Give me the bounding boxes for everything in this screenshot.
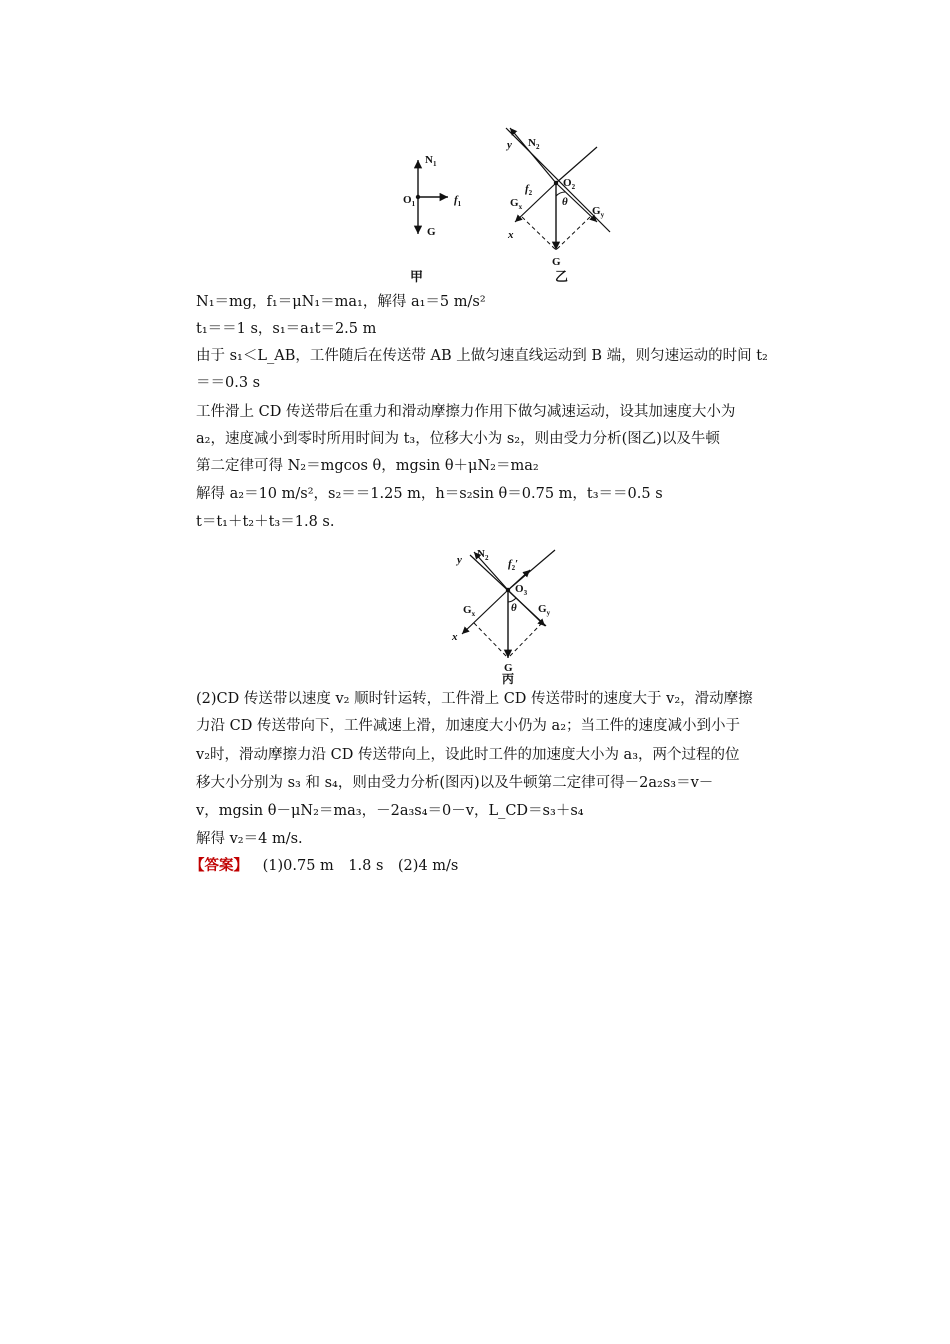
text-line-8: 解得 a₂＝10 m/s²，s₂＝＝1.25 m，h＝s₂sin θ＝0.75 m，t₃＝＝0.5 s	[196, 486, 663, 502]
label-f2-prime: $f_2'$	[508, 558, 519, 572]
text-line-2: t₁＝＝1 s，s₁＝a₁t＝2.5 m	[196, 321, 377, 337]
text-line-5: 工件滑上 CD 传送带后在重力和滑动摩擦力作用下做匀减速运动，设其加速度大小为	[196, 404, 736, 420]
label-f1: $f_1$	[454, 194, 462, 208]
label-g-jia: G	[427, 226, 436, 238]
label-o3: $O_3$	[515, 583, 528, 597]
label-theta-bing: θ	[511, 602, 517, 614]
text-line-7: 第二定律可得 N₂＝mgcos θ，mgsin θ＋μN₂＝ma₂	[196, 458, 539, 474]
label-f2: $f_2$	[525, 183, 533, 197]
label-n2: $N_2$	[528, 137, 540, 151]
force-diagram-jia-yi	[0, 0, 950, 300]
text-line-14: v，mgsin θ－μN₂＝ma₃，－2a₃s₄＝0－v，L_CD＝s₃＋s₄	[196, 803, 584, 819]
answer-tag: 【答案】	[190, 857, 248, 874]
label-o2: $O_2$	[563, 177, 576, 191]
label-theta: θ	[562, 196, 568, 208]
label-y: y	[507, 139, 512, 151]
text-line-4: ＝＝0.3 s	[196, 375, 261, 391]
text-line-6: a₂，速度减小到零时所用时间为 t₃，位移大小为 s₂，则由受力分析(图乙)以及牛顿	[196, 431, 720, 447]
text-line-10: (2)CD 传送带以速度 v₂ 顺时针运转，工件滑上 CD 传送带时的速度大于 v₂，滑动摩擦	[196, 691, 753, 707]
answer-text: (1)0.75 m 1.8 s (2)4 m/s	[262, 858, 459, 874]
label-gx-bing: $G_x$	[463, 604, 476, 618]
answer-line	[190, 856, 810, 876]
label-o1: $O_1$	[403, 194, 416, 208]
label-gy: $G_y$	[592, 205, 605, 219]
text-line-15: 解得 v₂＝4 m/s.	[196, 831, 303, 847]
text-line-1: N₁＝mg，f₁＝μN₁＝ma₁，解得 a₁＝5 m/s²	[196, 294, 486, 310]
label-g-bing: G	[504, 662, 513, 674]
label-n1: $N_1$	[425, 154, 437, 168]
caption-yi: 乙	[555, 269, 569, 284]
text-line-11: 力沿 CD 传送带向下，工件减速上滑，加速度大小仍为 a₂；当工件的速度减小到小于	[196, 718, 741, 734]
label-gy-bing: $G_y$	[538, 603, 551, 617]
label-x-bing: x	[452, 631, 458, 643]
label-n2-bing: $N_2$	[477, 548, 489, 562]
label-x: x	[508, 229, 514, 241]
caption-bing: 丙	[502, 672, 515, 686]
text-line-13: 移大小分别为 s₃ 和 s₄，则由受力分析(图丙)以及牛顿第二定律可得－2a₂s₃＝v－	[196, 775, 714, 791]
force-diagram-bing	[0, 540, 950, 690]
caption-jia: 甲	[410, 269, 424, 284]
label-g-yi: G	[552, 256, 561, 268]
text-line-9: t＝t₁＋t₂＋t₃＝1.8 s.	[196, 514, 335, 530]
text-line-3: 由于 s₁＜L_AB，工件随后在传送带 AB 上做匀速直线运动到 B 端，则匀速运动的时间 t₂	[196, 348, 768, 364]
label-gx: $G_x$	[510, 197, 523, 211]
text-line-12: v₂时，滑动摩擦力沿 CD 传送带向上，设此时工件的加速度大小为 a₃，两个过程的位	[196, 747, 740, 763]
label-y-bing: y	[457, 554, 462, 566]
